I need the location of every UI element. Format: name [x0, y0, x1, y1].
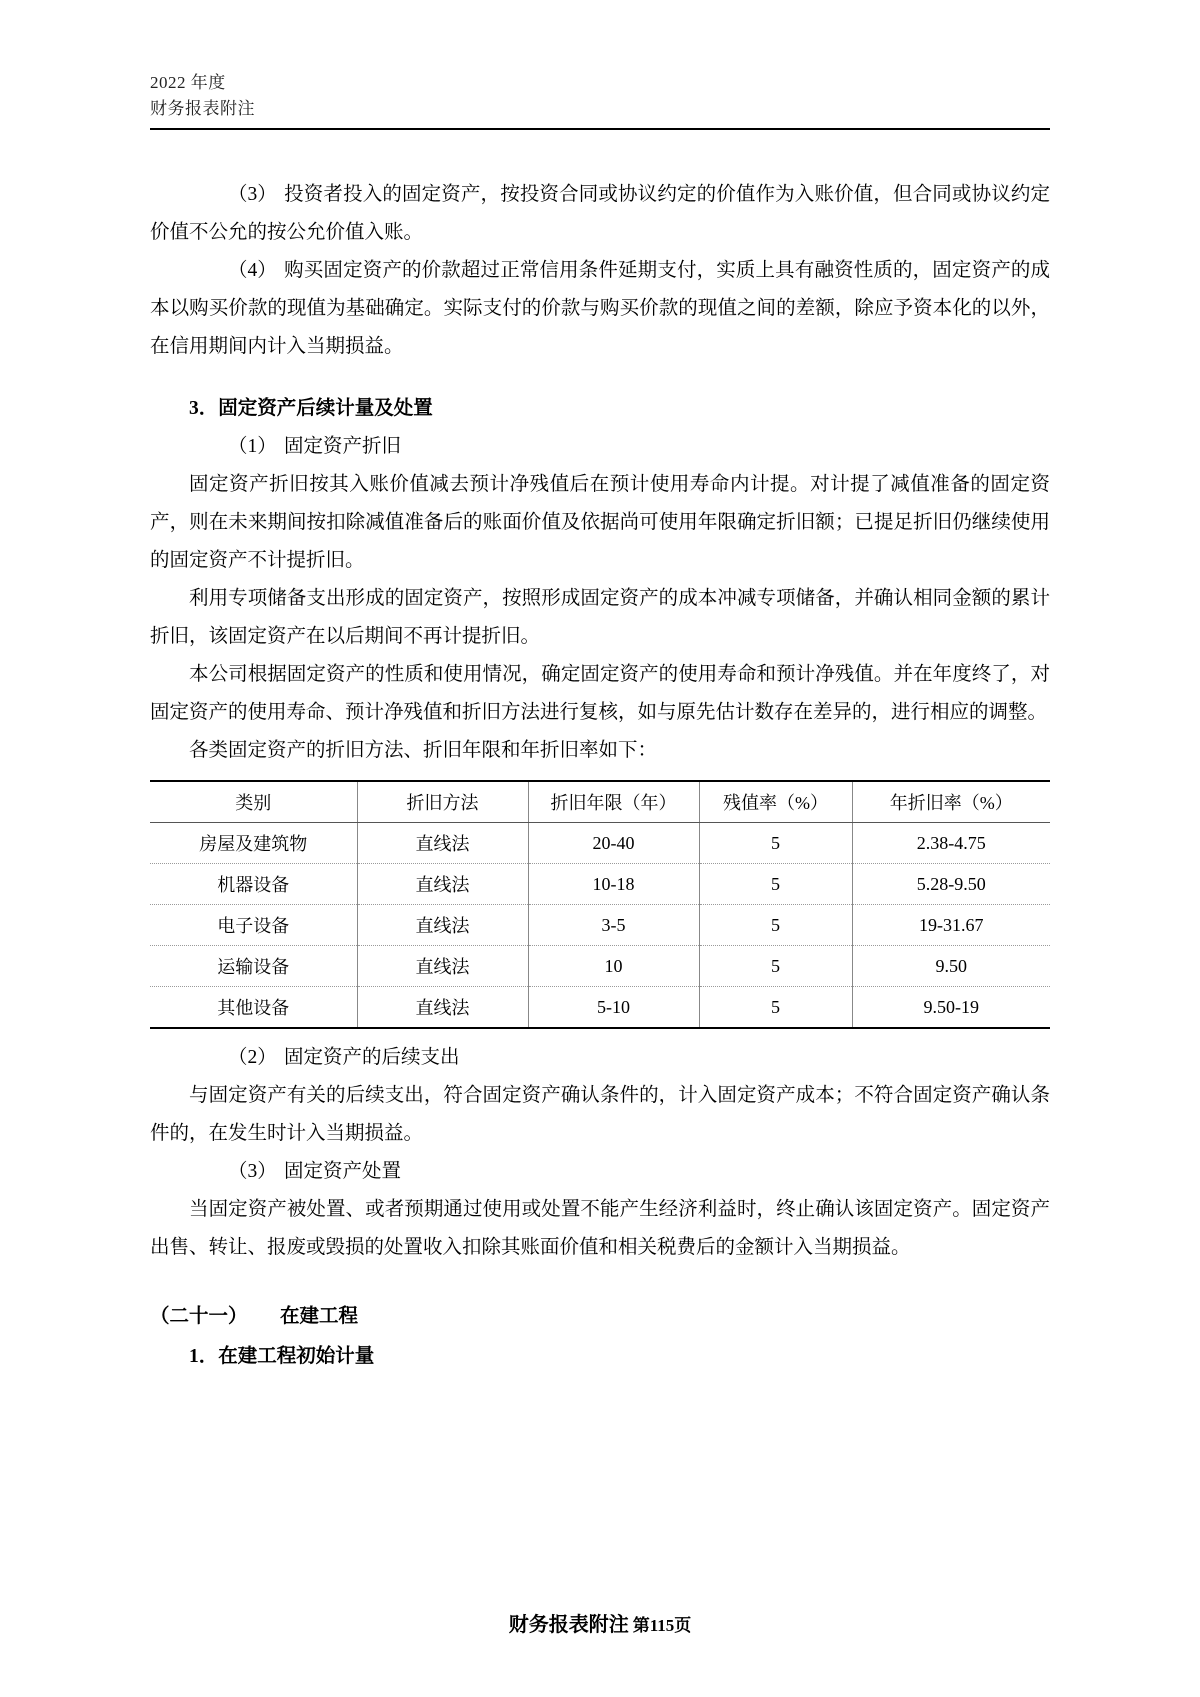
table-cell: 5: [699, 987, 852, 1029]
section-3-title: 固定资产后续计量及处置: [218, 398, 433, 419]
chapter-heading: [150, 1297, 1050, 1337]
page-header: [150, 70, 1050, 130]
header-year: 2022 年度: [150, 73, 226, 92]
table-header-cell: 折旧方法: [357, 781, 528, 823]
paragraph-item-3: [150, 176, 1050, 252]
table-cell: 直线法: [357, 946, 528, 987]
item-4-number: （4）: [228, 260, 277, 281]
footer-page-number: 第115页: [632, 1616, 692, 1635]
chapter-number: （二十一）: [150, 1306, 248, 1327]
table-body: [150, 781, 1050, 1028]
header-title: 财务报表附注: [150, 99, 255, 118]
subsection-heading-2: [150, 1039, 1050, 1077]
sub-2-number: （2）: [228, 1047, 277, 1068]
table-cell: 9.50-19: [852, 987, 1050, 1029]
table-cell: 电子设备: [150, 905, 357, 946]
table-header-cell: 年折旧率（%）: [852, 781, 1050, 823]
table-cell: 10: [528, 946, 699, 987]
table-cell: 20-40: [528, 823, 699, 864]
sub-1-number: （1）: [228, 436, 277, 457]
table-header-cell: 折旧年限（年）: [528, 781, 699, 823]
item-4-text: 购买固定资产的价款超过正常信用条件延期支付，实质上具有融资性质的，固定资产的成本以购买价款的现值为基础确定。实际支付的价款与购买价款的现值之间的差额，除应予资本化的以外，在信用期间内计入当期损益。: [150, 260, 1050, 357]
table-cell: 机器设备: [150, 864, 357, 905]
subsection-heading-1: [150, 428, 1050, 466]
sub-1-title: 固定资产折旧: [284, 436, 402, 457]
document-content: [150, 176, 1050, 1377]
table-cell: 其他设备: [150, 987, 357, 1029]
item-3-number: （3）: [228, 184, 277, 205]
paragraph-depreciation-2: 利用专项储备支出形成的固定资产，按照形成固定资产的成本冲减专项储备，并确认相同金额的累计折旧，该固定资产在以后期间不再计提折旧。: [150, 588, 1050, 647]
sub-2-title: 固定资产的后续支出: [284, 1047, 460, 1068]
paragraph-depreciation-1: 固定资产折旧按其入账价值减去预计净残值后在预计使用寿命内计提。对计提了减值准备的固定资产，则在未来期间按扣除减值准备后的账面价值及依据尚可使用年限确定折旧额；已提足折旧仍继续使用的固定资产不计提折旧。: [150, 474, 1050, 571]
chapter-section-heading: [150, 1337, 1050, 1377]
chapter-section-number: 1．: [189, 1346, 219, 1367]
table-cell: 运输设备: [150, 946, 357, 987]
table-cell: 直线法: [357, 864, 528, 905]
table-header-cell: 类别: [150, 781, 357, 823]
depreciation-table: [150, 780, 1050, 1029]
section-3-number: 3．: [189, 398, 219, 419]
paragraph-subsequent-expenditure: 与固定资产有关的后续支出，符合固定资产确认条件的，计入固定资产成本；不符合固定资产确认条件的，在发生时计入当期损益。: [150, 1085, 1050, 1144]
paragraph-table-intro: 各类固定资产的折旧方法、折旧年限和年折旧率如下：: [189, 740, 658, 761]
table-cell: 10-18: [528, 864, 699, 905]
sub-3-title: 固定资产处置: [284, 1161, 402, 1182]
table-cell: 5: [699, 905, 852, 946]
table-row: [150, 905, 1050, 946]
paragraph-item-4: [150, 252, 1050, 366]
table-cell: 直线法: [357, 905, 528, 946]
table-cell: 9.50: [852, 946, 1050, 987]
subsection-heading-3: [150, 1153, 1050, 1191]
spacer: [150, 366, 1050, 390]
paragraph-disposal: 当固定资产被处置、或者预期通过使用或处置不能产生经济利益时，终止确认该固定资产。固定资产出售、转让、报废或毁损的处置收入扣除其账面价值和相关税费后的金额计入当期损益。: [150, 1199, 1050, 1258]
table-cell: 5: [699, 864, 852, 905]
table-cell: 5: [699, 823, 852, 864]
table-row: [150, 823, 1050, 864]
table-cell: 房屋及建筑物: [150, 823, 357, 864]
paragraph-depreciation-3: 本公司根据固定资产的性质和使用情况，确定固定资产的使用寿命和预计净残值。并在年度终了，对固定资产的使用寿命、预计净残值和折旧方法进行复核，如与原先估计数存在差异的，进行相应的调整。: [150, 664, 1050, 723]
footer-label: 财务报表附注: [508, 1614, 629, 1636]
table-cell: 5: [699, 946, 852, 987]
table-header-cell: 残值率（%）: [699, 781, 852, 823]
page-footer: [0, 1608, 1200, 1637]
table-row: [150, 864, 1050, 905]
table-cell: 2.38-4.75: [852, 823, 1050, 864]
table-header-row: [150, 781, 1050, 823]
table-row: [150, 987, 1050, 1029]
section-heading-3: [150, 390, 1050, 428]
table-cell: 5-10: [528, 987, 699, 1029]
chapter-title: 在建工程: [280, 1306, 359, 1327]
table-cell: 直线法: [357, 823, 528, 864]
chapter-section-title: 在建工程初始计量: [218, 1346, 375, 1367]
table-row: [150, 946, 1050, 987]
table-cell: 19-31.67: [852, 905, 1050, 946]
table-cell: 3-5: [528, 905, 699, 946]
item-3-text: 投资者投入的固定资产，按投资合同或协议约定的价值作为入账价值，但合同或协议约定价值不公允的按公允价值入账。: [150, 184, 1050, 243]
sub-3-number: （3）: [228, 1161, 277, 1182]
table-cell: 5.28-9.50: [852, 864, 1050, 905]
table-cell: 直线法: [357, 987, 528, 1029]
